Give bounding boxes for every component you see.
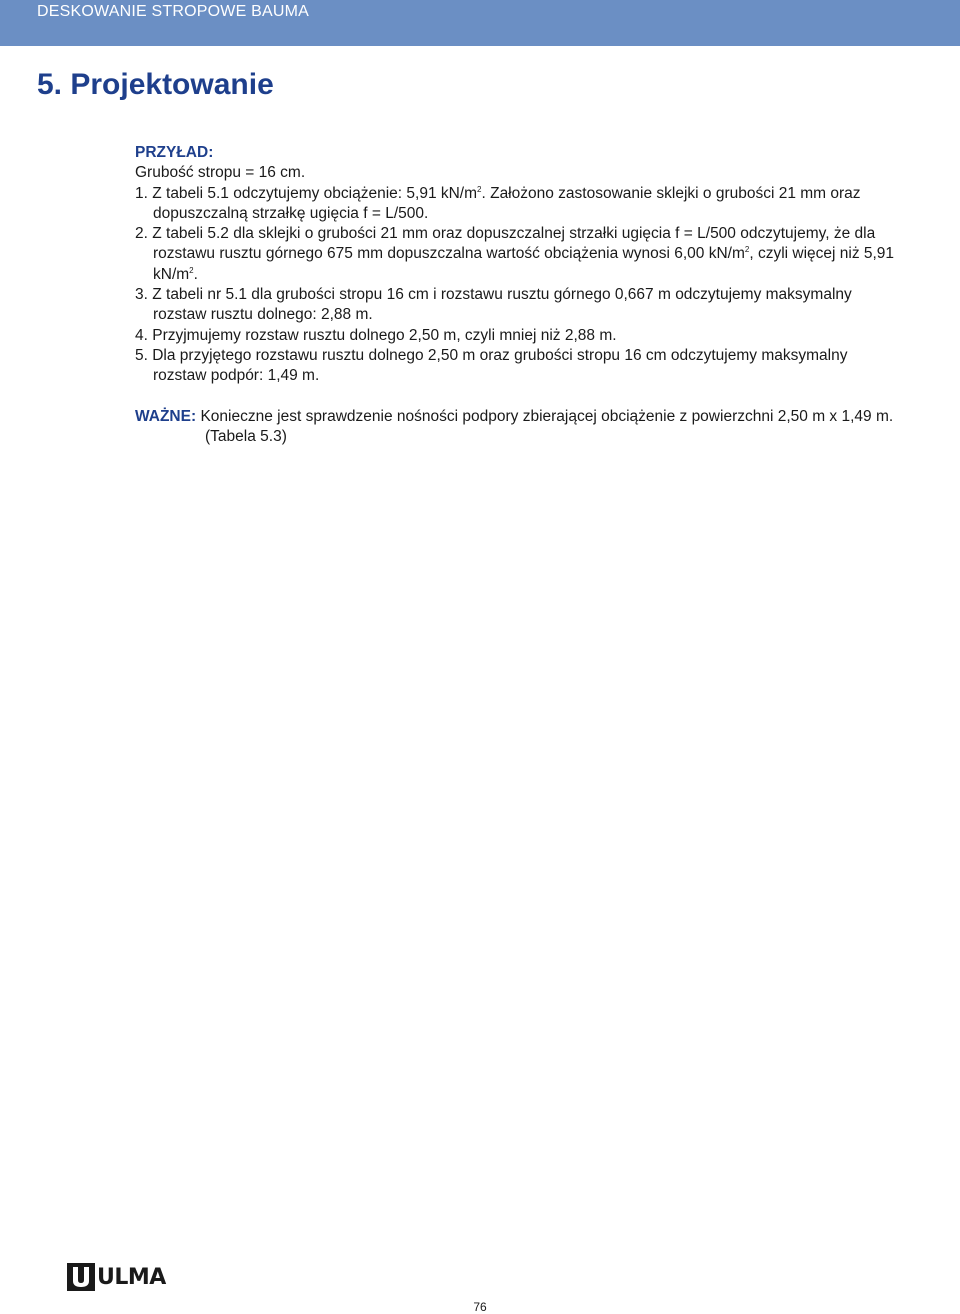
step-1 bbox=[135, 184, 895, 225]
step-2 bbox=[135, 224, 895, 285]
superscript: 2 bbox=[744, 245, 750, 255]
section-title: 5. Projektowanie bbox=[37, 68, 274, 101]
important-note bbox=[135, 407, 895, 448]
ulma-logo-icon bbox=[67, 1263, 95, 1291]
step-4: 4. Przyjmujemy rozstaw rusztu dolnego 2,50 m, czyli mniej niż 2,88 m. bbox=[135, 326, 617, 344]
example-label: PRZYŁAD: bbox=[135, 144, 214, 161]
page-number: 76 bbox=[473, 1300, 487, 1314]
header-bar bbox=[0, 0, 960, 46]
step-5: 5. Dla przyjętego rozstawu rusztu dolnego 2,50 m oraz grubości stropu 16 cm odczytujemy maksymalny rozstaw podpór: 1,49 m. bbox=[135, 346, 848, 385]
superscript: 2 bbox=[477, 184, 482, 194]
example-intro: Grubość stropu = 16 cm. bbox=[135, 164, 306, 182]
important-label: WAŻNE: bbox=[135, 407, 197, 425]
step-2-text-mid: , czyli więcej niż 5,91 kN/m bbox=[153, 245, 895, 283]
example-block bbox=[135, 143, 895, 447]
step-2-text-end: . bbox=[193, 265, 198, 283]
step-3: 3. Z tabeli nr 5.1 dla grubości stropu 16 cm i rozstawu rusztu górnego 0,667 m odczytujemy maksymalny rozstaw rusztu dolnego: 2,88 m. bbox=[135, 286, 852, 324]
ulma-logo bbox=[67, 1263, 166, 1291]
superscript: 2 bbox=[189, 265, 194, 275]
ulma-logo-text: ULMA bbox=[97, 1264, 166, 1290]
step-1-text-cont: . Założono zastosowanie sklejki o grubości 21 mm oraz dopuszczalną strzałkę ugięcia f = L/500. bbox=[153, 184, 861, 222]
step-2-text: 2. Z tabeli 5.2 dla sklejki o grubości 21 mm oraz dopuszczalnej strzałki ugięcia f = L/500 odczytujemy, że dla rozstawu rusztu górnego 675 mm dopuszczalna wartość obciążenia wynosi 6,00 kN/m bbox=[135, 225, 876, 263]
header-title: DESKOWANIE STROPOWE BAUMA bbox=[37, 3, 309, 20]
important-text: Konieczne jest sprawdzenie nośności podpory zbierającej obciążenie z powierzchni 2,50 m x 1,49 m. (Tabela 5.3) bbox=[196, 407, 894, 445]
step-1-text: 1. Z tabeli 5.1 odczytujemy obciążenie: 5,91 kN/m bbox=[135, 184, 478, 202]
